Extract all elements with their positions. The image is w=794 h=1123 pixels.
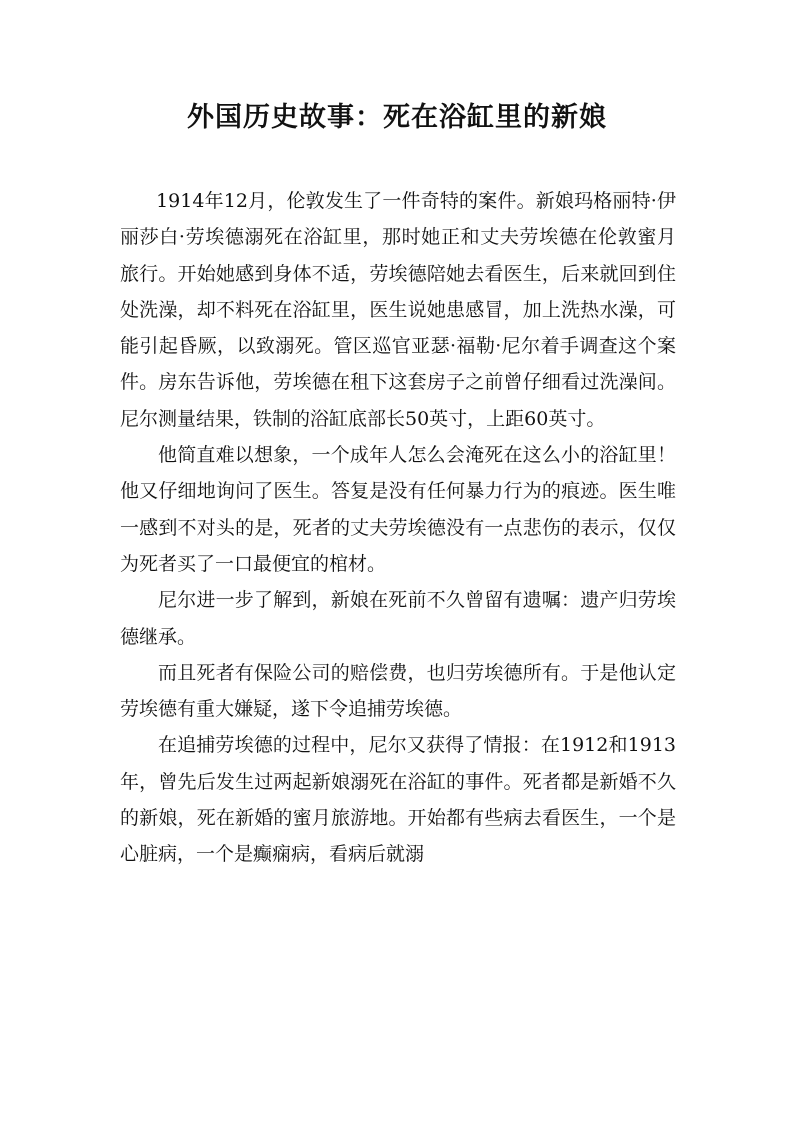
document-title: 外国历史故事：死在浴缸里的新娘 [187, 102, 607, 133]
paragraph-5: 在追捕劳埃德的过程中，尼尔又获得了情报：在1912和1913年，曾先后发生过两起新娘溺死在浴缸的事件。死者都是新婚不久的新娘，死在新婚的蜜月旅游地。开始都有些病去看医生，一个是心脏病，一个是癫痫病，看病后就溺 [120, 734, 676, 866]
paragraph-2: 他简直难以想象，一个成年人怎么会淹死在这么小的浴缸里！他又仔细地询问了医生。答复是没有任何暴力行为的痕迹。医生唯一感到不对头的是，死者的丈夫劳埃德没有一点悲伤的表示，仅仅为死者买了一口最便宜的棺材。 [120, 444, 676, 575]
paragraph-1: 1914年12月，伦敦发生了一件奇特的案件。新娘玛格丽特·伊丽莎白·劳埃德溺死在浴缸里，那时她正和丈夫劳埃德在伦敦蜜月旅行。开始她感到身体不适，劳埃德陪她去看医生，后来就回到住处洗澡，却不料死在浴缸里，医生说她患感冒，加上洗热水澡，可能引起昏厥，以致溺死。管区巡官亚瑟·福勒·尼尔着手调查这个案件。房东告诉他，劳埃德在租下这套房子之前曾仔细看过洗澡间。尼尔测量结果，铁制的浴缸底部长50英寸，上距60英寸。 [120, 190, 676, 430]
document-body [120, 183, 676, 873]
paragraph-4: 而且死者有保险公司的赔偿费，也归劳埃德所有。于是他认定劳埃德有重大嫌疑，遂下令追捕劳埃德。 [120, 661, 676, 721]
paragraph-3: 尼尔进一步了解到，新娘在死前不久曾留有遗嘱：遗产归劳埃德继承。 [120, 589, 676, 648]
